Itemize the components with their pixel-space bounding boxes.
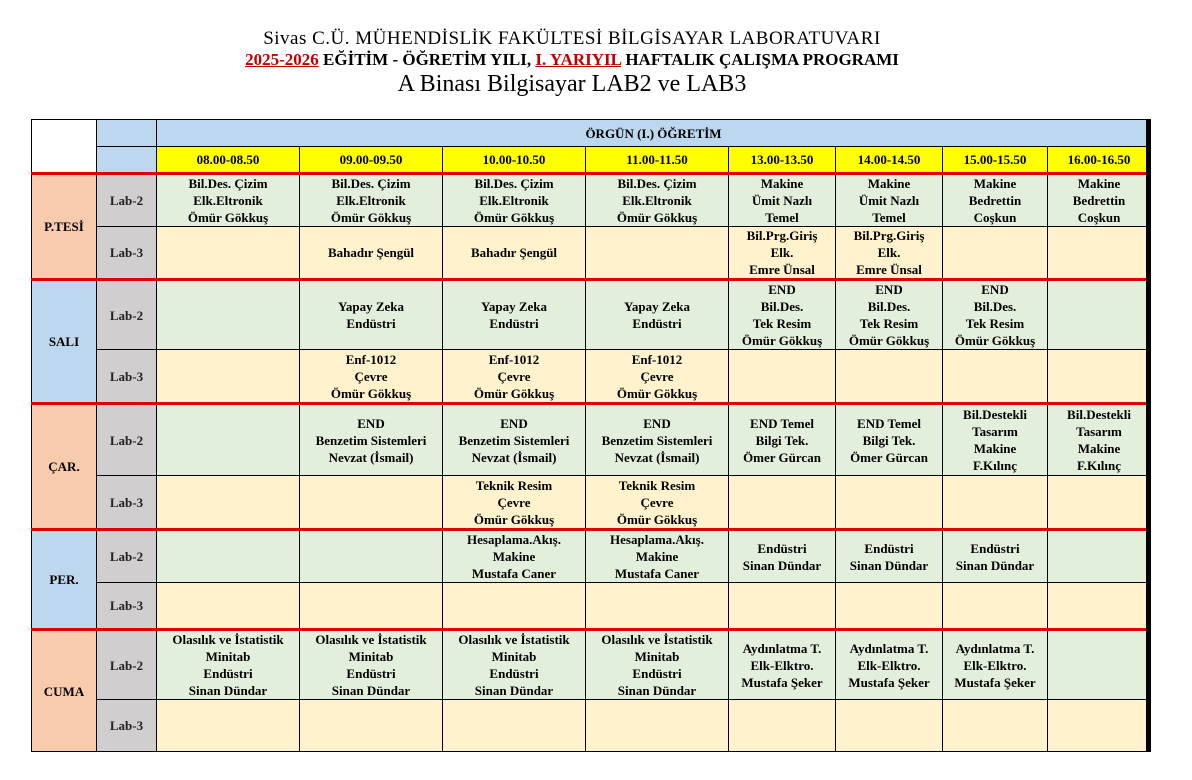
course-line: Çevre [497, 368, 531, 384]
course-line: Bahadır Şengül [327, 245, 415, 260]
schedule-cell [586, 350, 729, 404]
course-line: Emre Ünsal [749, 262, 815, 277]
course-line: Elk-Elktro. [750, 657, 814, 673]
course-line: Olasılık ve İstatistik [172, 632, 284, 647]
schedule-cell [836, 583, 943, 630]
schedule-cell [836, 174, 943, 227]
course-line: Bil.Des. Çizim [617, 176, 697, 191]
academic-year: 2025-2026 [245, 50, 319, 69]
schedule-cell [943, 530, 1048, 583]
schedule-cell [300, 350, 443, 404]
course-line: Endüstri [970, 540, 1020, 556]
schedule-cell [729, 227, 836, 280]
course-line: Makine [1077, 176, 1121, 191]
schedule-cell [1048, 476, 1151, 530]
course-line: Mustafa Caner [471, 566, 557, 581]
course-line: Olasılık ve İstatistik [315, 632, 427, 647]
course-line: Bilgi Tek. [862, 432, 916, 448]
course-line: Ömür Gökkuş [187, 210, 269, 225]
time-slot-header: 15.00-15.50 [943, 147, 1048, 174]
lab-header-corner [97, 120, 157, 147]
course-line: Mustafa Şeker [954, 674, 1036, 690]
schedule-cell [943, 350, 1048, 404]
schedule-cell [1048, 583, 1151, 630]
course-line: Çevre [354, 368, 388, 384]
lab-label: Lab-3 [97, 583, 157, 630]
program-type-header: ÖRGÜN (I.) ÖĞRETİM [157, 120, 1151, 147]
course-line: Bil.Des. Çizim [331, 176, 411, 191]
course-line: Ömür Gökkuş [954, 333, 1036, 348]
schedule-cell [300, 530, 443, 583]
schedule-cell [836, 404, 943, 476]
course-line: Temel [765, 210, 799, 225]
course-line: Ömer Gürcan [743, 449, 821, 465]
course-line: Endüstri [489, 316, 539, 331]
course-line: Endüstri [346, 316, 396, 331]
time-slot-header: 08.00-08.50 [157, 147, 300, 174]
course-line: Benzetim Sistemleri [315, 432, 427, 448]
day-lab-row [32, 530, 1151, 583]
schedule-cell [443, 350, 586, 404]
course-line: Olasılık ve İstatistik [601, 632, 713, 647]
day-lab-row [32, 174, 1151, 227]
course-line: Endüstri [632, 666, 682, 681]
course-line: Sinan Dündar [955, 557, 1035, 573]
course-line: Endüstri [864, 540, 914, 556]
schedule-cell [586, 700, 729, 752]
course-line: Tek Resim [859, 316, 919, 331]
course-line: END [981, 282, 1009, 297]
schedule-cell [443, 174, 586, 227]
course-line: F.Kılınç [973, 458, 1017, 473]
building-labs-title: A Binası Bilgisayar LAB2 ve LAB3 [397, 71, 747, 97]
schedule-cell [157, 227, 300, 280]
course-line: Bil.Prg.Giriş [746, 228, 818, 243]
course-line: Olasılık ve İstatistik [458, 632, 570, 647]
course-line: Emre Ünsal [856, 262, 922, 277]
course-line: Minitab [348, 649, 394, 664]
day-lab-row [32, 476, 1151, 530]
schedule-cell [586, 630, 729, 700]
course-line: Makine [867, 176, 911, 191]
time-slot-header: 09.00-09.50 [300, 147, 443, 174]
course-line: Bedrettin [968, 193, 1022, 208]
course-line: Bil.Des. [867, 299, 911, 314]
course-line: Elk.Eltronik [479, 193, 549, 208]
schedule-cell [157, 630, 300, 700]
course-line: Nevzat (İsmail) [471, 449, 557, 465]
program-title-end: HAFTALIK ÇALIŞMA PROGRAMI [621, 50, 899, 69]
course-line: END [500, 415, 528, 431]
course-line: Coşkun [973, 210, 1017, 225]
schedule-cell [586, 174, 729, 227]
schedule-cell [1048, 174, 1151, 227]
lab-label: Lab-3 [97, 476, 157, 530]
course-line: Minitab [491, 649, 537, 664]
course-line: Hesaplama.Akış. [610, 532, 704, 547]
lab-label: Lab-3 [97, 227, 157, 280]
course-line: Mustafa Şeker [848, 674, 930, 690]
course-line: Nevzat (İsmail) [614, 449, 700, 465]
day-label: SALI [32, 280, 97, 404]
course-line: Temel [872, 210, 906, 225]
lab-label: Lab-2 [97, 530, 157, 583]
day-label: ÇAR. [32, 404, 97, 530]
course-line: Sinan Dündar [742, 557, 822, 573]
time-slot-row [32, 147, 1151, 174]
schedule-cell [943, 700, 1048, 752]
course-line: Bil.Destekli [963, 407, 1027, 422]
course-line: END [357, 415, 385, 431]
schedule-cell [943, 227, 1048, 280]
course-line: Tasarım [972, 424, 1018, 439]
course-line: Teknik Resim [618, 477, 696, 493]
schedule-cell [1048, 227, 1151, 280]
lab-label: Lab-2 [97, 630, 157, 700]
schedule-cell [157, 174, 300, 227]
course-line: Yapay Zeka [337, 299, 405, 314]
course-line: Bil.Des. [760, 299, 804, 314]
lab-label: Lab-2 [97, 404, 157, 476]
schedule-cell [586, 530, 729, 583]
schedule-cell [157, 700, 300, 752]
schedule-cell [300, 280, 443, 350]
course-line: Enf-1012 [488, 351, 540, 367]
schedule-cell [300, 630, 443, 700]
time-slot-header: 14.00-14.50 [836, 147, 943, 174]
course-line: Hesaplama.Akış. [467, 532, 561, 547]
course-line: Makine [635, 549, 679, 564]
course-line: Enf-1012 [345, 351, 397, 367]
schedule-cell [1048, 350, 1151, 404]
course-line: Makine [1077, 441, 1121, 456]
schedule-cell [729, 630, 836, 700]
course-line: Ümit Nazlı [858, 193, 920, 208]
course-line: Tasarım [1076, 424, 1122, 439]
lab-label: Lab-3 [97, 700, 157, 752]
course-line: Bedrettin [1072, 193, 1126, 208]
program-header-row [32, 120, 1151, 147]
schedule-cell [1048, 404, 1151, 476]
course-line: Makine [492, 549, 536, 564]
schedule-cell [1048, 700, 1151, 752]
schedule-cell [443, 404, 586, 476]
course-line: Elk-Elktro. [857, 657, 921, 673]
schedule-cell [443, 700, 586, 752]
day-lab-row [32, 630, 1151, 700]
schedule-cell [836, 476, 943, 530]
schedule-cell [729, 174, 836, 227]
corner-cell [32, 120, 97, 174]
course-line: END [768, 282, 796, 297]
lab-label: Lab-2 [97, 174, 157, 227]
lab-header-corner-2 [97, 147, 157, 174]
schedule-cell [836, 227, 943, 280]
schedule-cell [300, 227, 443, 280]
course-line: Elk.Eltronik [622, 193, 692, 208]
course-line: Sinan Dündar [331, 683, 411, 698]
course-line: Makine [973, 176, 1017, 191]
schedule-cell [586, 583, 729, 630]
course-line: Aydınlatma T. [849, 640, 929, 656]
course-line: Endüstri [346, 666, 396, 681]
schedule-cell [729, 350, 836, 404]
schedule-cell [443, 630, 586, 700]
schedule-cell [300, 700, 443, 752]
schedule-cell [943, 583, 1048, 630]
course-line: Sinan Dündar [474, 683, 554, 698]
schedule-cell [836, 630, 943, 700]
time-slot-header: 16.00-16.50 [1048, 147, 1151, 174]
schedule-cell [943, 174, 1048, 227]
day-lab-row [32, 280, 1151, 350]
schedule-cell [1048, 280, 1151, 350]
schedule-cell [157, 530, 300, 583]
course-line: Coşkun [1077, 210, 1121, 225]
schedule-cell [943, 630, 1048, 700]
schedule-cell [1048, 530, 1151, 583]
course-line: Tek Resim [752, 316, 812, 331]
course-line: Bil.Des. Çizim [474, 176, 554, 191]
course-line: Ömür Gökkuş [741, 333, 823, 348]
day-lab-row [32, 583, 1151, 630]
course-line: Ömür Gökkuş [848, 333, 930, 348]
schedule-cell [729, 583, 836, 630]
course-line: Ömür Gökkuş [330, 210, 412, 225]
course-line: Ömür Gökkuş [616, 511, 698, 527]
course-line: Minitab [634, 649, 680, 664]
schedule-cell [729, 530, 836, 583]
course-line: Ömür Gökkuş [473, 385, 555, 401]
schedule-cell [300, 404, 443, 476]
course-line: Bilgi Tek. [755, 432, 809, 448]
course-line: Ömür Gökkuş [473, 511, 555, 527]
schedule-cell [836, 280, 943, 350]
day-lab-row [32, 227, 1151, 280]
schedule-cell [300, 583, 443, 630]
program-title-mid: EĞİTİM - ÖĞRETİM YILI, [318, 50, 536, 69]
course-line: Endüstri [757, 540, 807, 556]
course-line: F.Kılınç [1077, 458, 1121, 473]
course-line: Ömür Gökkuş [616, 385, 698, 401]
course-line: END [643, 415, 671, 431]
course-line: Elk. [877, 245, 901, 260]
course-line: Makine [973, 441, 1017, 456]
course-line: Benzetim Sistemleri [458, 432, 570, 448]
course-line: Ömür Gökkuş [616, 210, 698, 225]
day-lab-row [32, 700, 1151, 752]
course-line: Bil.Des. Çizim [188, 176, 268, 191]
schedule-cell [943, 476, 1048, 530]
faculty-lab-title: Sivas C.Ü. MÜHENDİSLİK FAKÜLTESİ BİLGİSAYAR LABORATUVARI [263, 28, 881, 49]
schedule-cell [729, 280, 836, 350]
course-line: Makine [760, 176, 804, 191]
schedule-cell [836, 700, 943, 752]
schedule-cell [443, 227, 586, 280]
day-lab-row [32, 350, 1151, 404]
course-line: Endüstri [489, 666, 539, 681]
schedule-cell [943, 280, 1048, 350]
day-lab-row [32, 404, 1151, 476]
schedule-cell [157, 280, 300, 350]
schedule-cell [443, 530, 586, 583]
schedule-cell [836, 530, 943, 583]
schedule-cell [300, 476, 443, 530]
course-line: Mustafa Şeker [741, 674, 823, 690]
course-line: Endüstri [632, 316, 682, 331]
term-label: I. YARIYIL [535, 50, 622, 69]
schedule-cell [836, 350, 943, 404]
day-label: CUMA [32, 630, 97, 752]
course-line: Teknik Resim [475, 477, 553, 493]
course-line: Yapay Zeka [623, 299, 691, 314]
schedule-cell [157, 583, 300, 630]
lab-label: Lab-3 [97, 350, 157, 404]
schedule-cell [586, 476, 729, 530]
schedule-cell [157, 404, 300, 476]
course-line: Elk.Eltronik [193, 193, 263, 208]
course-line: Aydınlatma T. [955, 640, 1035, 656]
weekly-schedule-table [31, 119, 1151, 752]
course-line: Enf-1012 [631, 351, 683, 367]
course-line: Ömür Gökkuş [330, 385, 412, 401]
course-line: Ömer Gürcan [850, 449, 928, 465]
course-line: Yapay Zeka [480, 299, 548, 314]
course-line: Tek Resim [965, 316, 1025, 331]
course-line: Aydınlatma T. [742, 640, 822, 656]
schedule-cell [586, 280, 729, 350]
schedule-cell [157, 476, 300, 530]
schedule-cell [443, 583, 586, 630]
schedule-cell [300, 174, 443, 227]
course-line: Elk.Eltronik [336, 193, 406, 208]
course-line: END [875, 282, 903, 297]
schedule-cell [586, 227, 729, 280]
lab-label: Lab-2 [97, 280, 157, 350]
course-line: Ömür Gökkuş [473, 210, 555, 225]
course-line: Mustafa Caner [614, 566, 700, 581]
schedule-cell [729, 404, 836, 476]
course-line: Bil.Des. [973, 299, 1017, 314]
schedule-cell [157, 350, 300, 404]
course-line: Sinan Dündar [188, 683, 268, 698]
course-line: Çevre [497, 494, 531, 510]
day-label: P.TESİ [32, 174, 97, 280]
course-line: Bahadır Şengül [470, 245, 558, 260]
schedule-cell [729, 476, 836, 530]
course-line: Minitab [205, 649, 251, 664]
course-line: Endüstri [203, 666, 253, 681]
schedule-cell [443, 476, 586, 530]
course-line: END Temel [857, 415, 921, 431]
time-slot-header: 11.00-11.50 [586, 147, 729, 174]
time-slot-header: 10.00-10.50 [443, 147, 586, 174]
day-label: PER. [32, 530, 97, 630]
course-line: Çevre [640, 494, 674, 510]
course-line: Benzetim Sistemleri [601, 432, 713, 448]
course-line: Elk-Elktro. [963, 657, 1027, 673]
course-line: Sinan Dündar [849, 557, 929, 573]
table-right-border [1146, 119, 1151, 751]
course-line: Sinan Dündar [617, 683, 697, 698]
course-line: Elk. [770, 245, 794, 260]
course-line: Bil.Destekli [1067, 407, 1131, 422]
time-slot-header: 13.00-13.50 [729, 147, 836, 174]
schedule-cell [1048, 630, 1151, 700]
schedule-cell [586, 404, 729, 476]
course-line: Nevzat (İsmail) [328, 449, 414, 465]
course-line: END Temel [750, 415, 814, 431]
program-title [0, 50, 1144, 70]
schedule-cell [943, 404, 1048, 476]
schedule-cell [443, 280, 586, 350]
course-line: Ümit Nazlı [751, 193, 813, 208]
schedule-cell [729, 700, 836, 752]
course-line: Bil.Prg.Giriş [853, 228, 925, 243]
course-line: Çevre [640, 368, 674, 384]
